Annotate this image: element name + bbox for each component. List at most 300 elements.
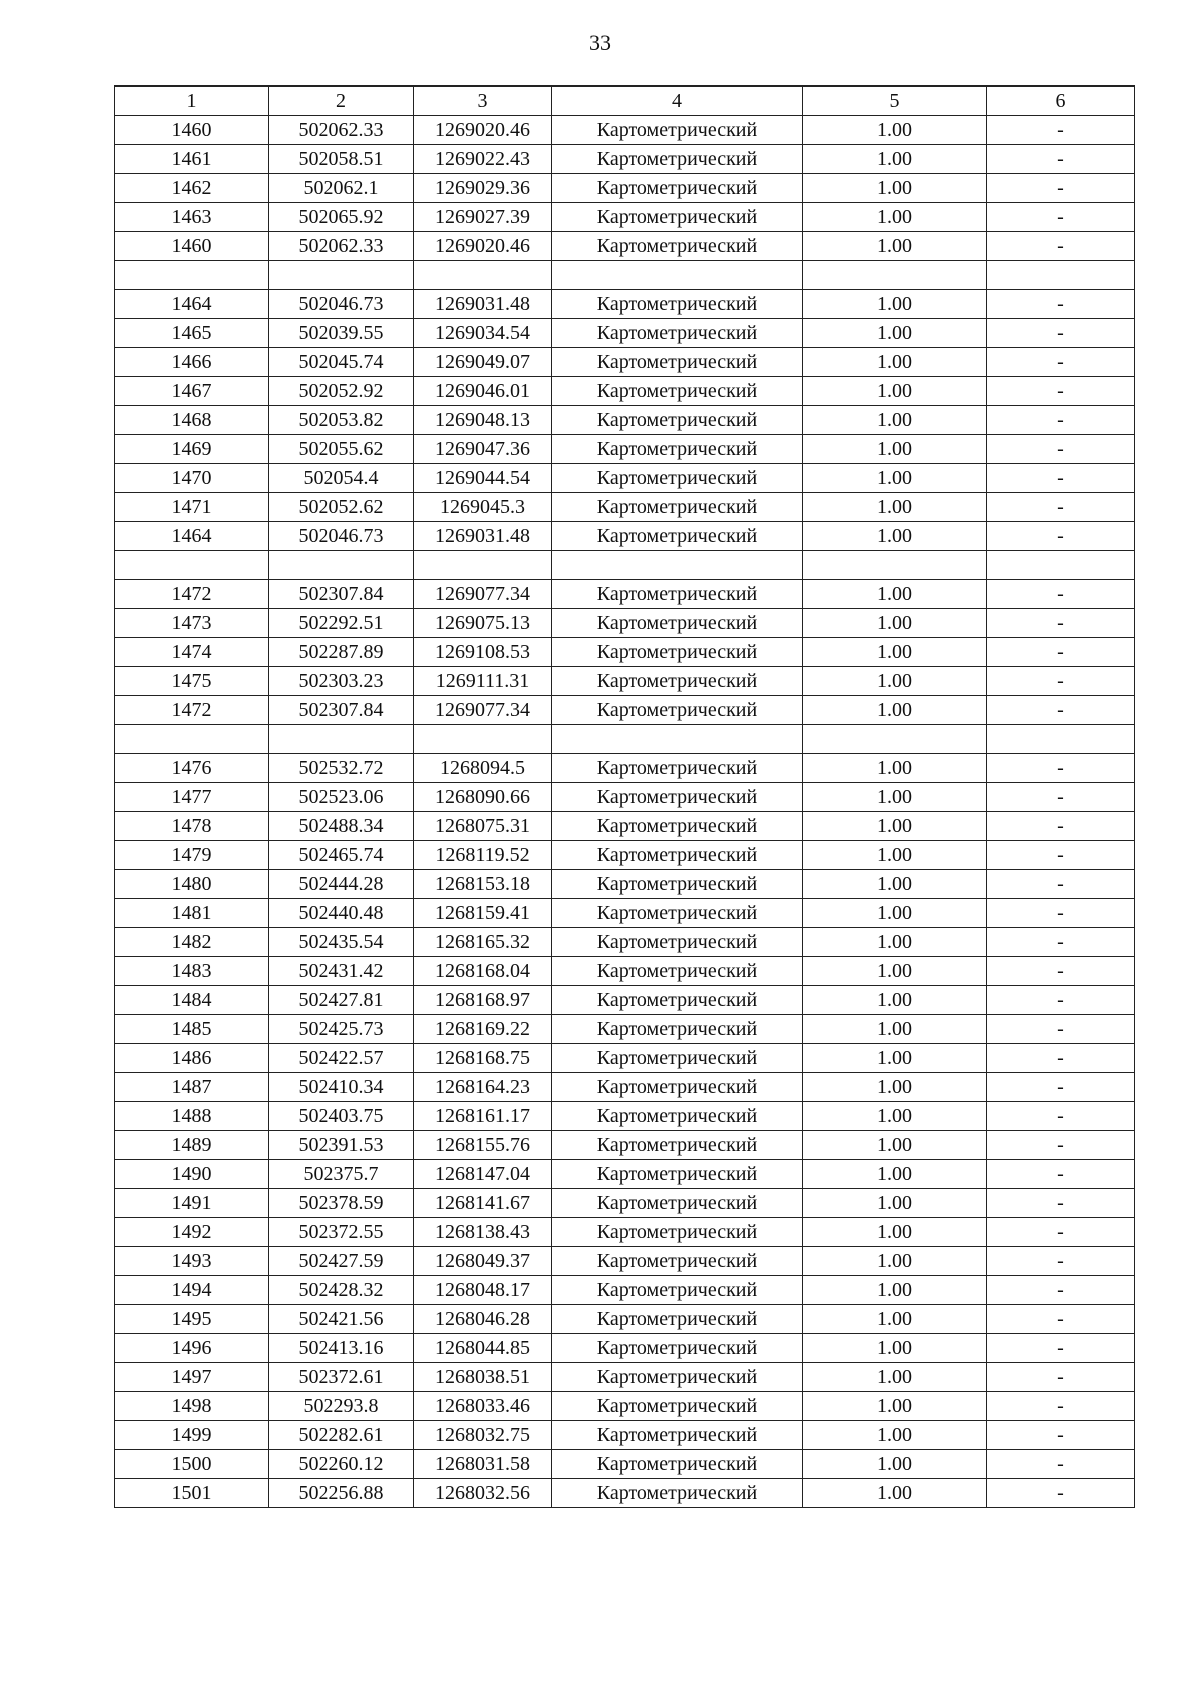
point-number-cell: 1479 bbox=[115, 841, 269, 870]
point-number-cell: 1469 bbox=[115, 435, 269, 464]
accuracy-cell: 1.00 bbox=[803, 493, 987, 522]
note-cell: - bbox=[987, 899, 1135, 928]
method-cell: Картометрический bbox=[552, 1247, 803, 1276]
point-number-cell: 1462 bbox=[115, 174, 269, 203]
point-number-cell: 1485 bbox=[115, 1015, 269, 1044]
note-cell: - bbox=[987, 319, 1135, 348]
x-coordinate-cell: 502065.92 bbox=[269, 203, 414, 232]
accuracy-cell: 1.00 bbox=[803, 522, 987, 551]
method-cell: Картометрический bbox=[552, 638, 803, 667]
note-cell: - bbox=[987, 841, 1135, 870]
y-coordinate-cell: 1269022.43 bbox=[414, 145, 552, 174]
table-row bbox=[115, 145, 1135, 174]
y-coordinate-cell: 1268075.31 bbox=[414, 812, 552, 841]
table-row bbox=[115, 928, 1135, 957]
accuracy-cell: 1.00 bbox=[803, 1334, 987, 1363]
x-coordinate-cell: 502058.51 bbox=[269, 145, 414, 174]
x-coordinate-cell: 502391.53 bbox=[269, 1131, 414, 1160]
x-coordinate-cell: 502428.32 bbox=[269, 1276, 414, 1305]
table-row bbox=[115, 1102, 1135, 1131]
x-coordinate-cell bbox=[269, 725, 414, 754]
note-cell: - bbox=[987, 870, 1135, 899]
note-cell: - bbox=[987, 348, 1135, 377]
note-cell: - bbox=[987, 1160, 1135, 1189]
note-cell: - bbox=[987, 1334, 1135, 1363]
accuracy-cell: 1.00 bbox=[803, 1131, 987, 1160]
x-coordinate-cell: 502062.33 bbox=[269, 232, 414, 261]
x-coordinate-cell: 502293.8 bbox=[269, 1392, 414, 1421]
note-cell: - bbox=[987, 1015, 1135, 1044]
note-cell: - bbox=[987, 522, 1135, 551]
y-coordinate-cell: 1268168.97 bbox=[414, 986, 552, 1015]
accuracy-cell: 1.00 bbox=[803, 1392, 987, 1421]
header-col-1: 1 bbox=[115, 86, 269, 116]
coordinates-table bbox=[114, 85, 1135, 1508]
table-body bbox=[115, 116, 1135, 1508]
x-coordinate-cell: 502421.56 bbox=[269, 1305, 414, 1334]
y-coordinate-cell: 1269031.48 bbox=[414, 522, 552, 551]
point-number-cell: 1497 bbox=[115, 1363, 269, 1392]
method-cell: Картометрический bbox=[552, 754, 803, 783]
accuracy-cell: 1.00 bbox=[803, 870, 987, 899]
accuracy-cell: 1.00 bbox=[803, 435, 987, 464]
method-cell: Картометрический bbox=[552, 696, 803, 725]
method-cell: Картометрический bbox=[552, 1015, 803, 1044]
method-cell: Картометрический bbox=[552, 1073, 803, 1102]
table-row bbox=[115, 522, 1135, 551]
table-row bbox=[115, 1305, 1135, 1334]
note-cell: - bbox=[987, 406, 1135, 435]
y-coordinate-cell: 1269034.54 bbox=[414, 319, 552, 348]
x-coordinate-cell: 502256.88 bbox=[269, 1479, 414, 1508]
accuracy-cell: 1.00 bbox=[803, 1189, 987, 1218]
table-row bbox=[115, 1015, 1135, 1044]
table-row bbox=[115, 319, 1135, 348]
note-cell: - bbox=[987, 1276, 1135, 1305]
note-cell: - bbox=[987, 783, 1135, 812]
y-coordinate-cell: 1269047.36 bbox=[414, 435, 552, 464]
accuracy-cell: 1.00 bbox=[803, 174, 987, 203]
point-number-cell: 1500 bbox=[115, 1450, 269, 1479]
header-row bbox=[115, 86, 1135, 116]
y-coordinate-cell: 1268155.76 bbox=[414, 1131, 552, 1160]
method-cell: Картометрический bbox=[552, 1218, 803, 1247]
accuracy-cell: 1.00 bbox=[803, 1479, 987, 1508]
point-number-cell: 1478 bbox=[115, 812, 269, 841]
table-row bbox=[115, 696, 1135, 725]
x-coordinate-cell: 502053.82 bbox=[269, 406, 414, 435]
point-number-cell: 1477 bbox=[115, 783, 269, 812]
method-cell: Картометрический bbox=[552, 493, 803, 522]
x-coordinate-cell: 502282.61 bbox=[269, 1421, 414, 1450]
point-number-cell: 1472 bbox=[115, 696, 269, 725]
x-coordinate-cell: 502488.34 bbox=[269, 812, 414, 841]
x-coordinate-cell: 502410.34 bbox=[269, 1073, 414, 1102]
header-col-2: 2 bbox=[269, 86, 414, 116]
y-coordinate-cell: 1268141.67 bbox=[414, 1189, 552, 1218]
y-coordinate-cell: 1269046.01 bbox=[414, 377, 552, 406]
point-number-cell: 1466 bbox=[115, 348, 269, 377]
table-row-separator bbox=[115, 551, 1135, 580]
point-number-cell: 1473 bbox=[115, 609, 269, 638]
point-number-cell: 1481 bbox=[115, 899, 269, 928]
accuracy-cell: 1.00 bbox=[803, 1044, 987, 1073]
point-number-cell: 1464 bbox=[115, 290, 269, 319]
x-coordinate-cell: 502045.74 bbox=[269, 348, 414, 377]
table-row bbox=[115, 1218, 1135, 1247]
y-coordinate-cell: 1269020.46 bbox=[414, 232, 552, 261]
x-coordinate-cell: 502378.59 bbox=[269, 1189, 414, 1218]
point-number-cell: 1467 bbox=[115, 377, 269, 406]
point-number-cell: 1488 bbox=[115, 1102, 269, 1131]
point-number-cell: 1499 bbox=[115, 1421, 269, 1450]
method-cell: Картометрический bbox=[552, 812, 803, 841]
x-coordinate-cell: 502427.81 bbox=[269, 986, 414, 1015]
table-row bbox=[115, 116, 1135, 145]
y-coordinate-cell: 1269108.53 bbox=[414, 638, 552, 667]
note-cell: - bbox=[987, 667, 1135, 696]
note-cell: - bbox=[987, 145, 1135, 174]
x-coordinate-cell: 502307.84 bbox=[269, 580, 414, 609]
point-number-cell: 1487 bbox=[115, 1073, 269, 1102]
table-row-separator bbox=[115, 261, 1135, 290]
method-cell: Картометрический bbox=[552, 1131, 803, 1160]
table-row bbox=[115, 1044, 1135, 1073]
table-row bbox=[115, 638, 1135, 667]
x-coordinate-cell: 502052.62 bbox=[269, 493, 414, 522]
table-row bbox=[115, 986, 1135, 1015]
table-row bbox=[115, 1479, 1135, 1508]
method-cell: Картометрический bbox=[552, 1363, 803, 1392]
method-cell: Картометрический bbox=[552, 464, 803, 493]
y-coordinate-cell: 1269077.34 bbox=[414, 696, 552, 725]
point-number-cell: 1493 bbox=[115, 1247, 269, 1276]
note-cell: - bbox=[987, 957, 1135, 986]
accuracy-cell: 1.00 bbox=[803, 319, 987, 348]
note-cell: - bbox=[987, 1102, 1135, 1131]
y-coordinate-cell: 1268168.75 bbox=[414, 1044, 552, 1073]
note-cell bbox=[987, 725, 1135, 754]
method-cell: Картометрический bbox=[552, 435, 803, 464]
y-coordinate-cell: 1268153.18 bbox=[414, 870, 552, 899]
point-number-cell: 1471 bbox=[115, 493, 269, 522]
x-coordinate-cell: 502422.57 bbox=[269, 1044, 414, 1073]
point-number-cell: 1483 bbox=[115, 957, 269, 986]
y-coordinate-cell: 1269044.54 bbox=[414, 464, 552, 493]
method-cell: Картометрический bbox=[552, 348, 803, 377]
table-row bbox=[115, 1073, 1135, 1102]
note-cell: - bbox=[987, 493, 1135, 522]
x-coordinate-cell: 502303.23 bbox=[269, 667, 414, 696]
point-number-cell: 1492 bbox=[115, 1218, 269, 1247]
table-row bbox=[115, 1131, 1135, 1160]
x-coordinate-cell: 502062.33 bbox=[269, 116, 414, 145]
page-number: 33 bbox=[589, 30, 611, 55]
method-cell: Картометрический bbox=[552, 145, 803, 174]
x-coordinate-cell: 502307.84 bbox=[269, 696, 414, 725]
y-coordinate-cell: 1269111.31 bbox=[414, 667, 552, 696]
accuracy-cell: 1.00 bbox=[803, 928, 987, 957]
point-number-cell: 1472 bbox=[115, 580, 269, 609]
point-number-cell: 1484 bbox=[115, 986, 269, 1015]
method-cell: Картометрический bbox=[552, 609, 803, 638]
accuracy-cell: 1.00 bbox=[803, 812, 987, 841]
method-cell: Картометрический bbox=[552, 1450, 803, 1479]
table-row bbox=[115, 464, 1135, 493]
y-coordinate-cell: 1269029.36 bbox=[414, 174, 552, 203]
table-row bbox=[115, 609, 1135, 638]
table-row bbox=[115, 1363, 1135, 1392]
y-coordinate-cell: 1269048.13 bbox=[414, 406, 552, 435]
accuracy-cell: 1.00 bbox=[803, 580, 987, 609]
accuracy-cell: 1.00 bbox=[803, 1421, 987, 1450]
method-cell: Картометрический bbox=[552, 1102, 803, 1131]
note-cell: - bbox=[987, 116, 1135, 145]
x-coordinate-cell: 502435.54 bbox=[269, 928, 414, 957]
y-coordinate-cell: 1268038.51 bbox=[414, 1363, 552, 1392]
point-number-cell: 1491 bbox=[115, 1189, 269, 1218]
x-coordinate-cell: 502413.16 bbox=[269, 1334, 414, 1363]
accuracy-cell: 1.00 bbox=[803, 406, 987, 435]
table-row bbox=[115, 203, 1135, 232]
point-number-cell bbox=[115, 551, 269, 580]
x-coordinate-cell: 502052.92 bbox=[269, 377, 414, 406]
x-coordinate-cell: 502062.1 bbox=[269, 174, 414, 203]
method-cell: Картометрический bbox=[552, 986, 803, 1015]
table-header bbox=[115, 86, 1135, 116]
method-cell: Картометрический bbox=[552, 783, 803, 812]
point-number-cell: 1498 bbox=[115, 1392, 269, 1421]
method-cell: Картометрический bbox=[552, 1160, 803, 1189]
accuracy-cell: 1.00 bbox=[803, 290, 987, 319]
method-cell: Картометрический bbox=[552, 116, 803, 145]
y-coordinate-cell: 1269077.34 bbox=[414, 580, 552, 609]
header-col-5: 5 bbox=[803, 86, 987, 116]
method-cell: Картометрический bbox=[552, 203, 803, 232]
point-number-cell: 1474 bbox=[115, 638, 269, 667]
accuracy-cell bbox=[803, 725, 987, 754]
method-cell: Картометрический bbox=[552, 841, 803, 870]
table-row bbox=[115, 870, 1135, 899]
note-cell: - bbox=[987, 1392, 1135, 1421]
accuracy-cell: 1.00 bbox=[803, 1450, 987, 1479]
x-coordinate-cell: 502055.62 bbox=[269, 435, 414, 464]
point-number-cell: 1465 bbox=[115, 319, 269, 348]
x-coordinate-cell: 502039.55 bbox=[269, 319, 414, 348]
table-row bbox=[115, 957, 1135, 986]
method-cell: Картометрический bbox=[552, 1305, 803, 1334]
accuracy-cell bbox=[803, 261, 987, 290]
table-row bbox=[115, 174, 1135, 203]
accuracy-cell: 1.00 bbox=[803, 232, 987, 261]
method-cell: Картометрический bbox=[552, 870, 803, 899]
table-row bbox=[115, 667, 1135, 696]
table-row bbox=[115, 290, 1135, 319]
point-number-cell: 1482 bbox=[115, 928, 269, 957]
note-cell: - bbox=[987, 1073, 1135, 1102]
note-cell: - bbox=[987, 377, 1135, 406]
x-coordinate-cell bbox=[269, 551, 414, 580]
y-coordinate-cell: 1269075.13 bbox=[414, 609, 552, 638]
table-row bbox=[115, 1160, 1135, 1189]
table-row bbox=[115, 1450, 1135, 1479]
accuracy-cell: 1.00 bbox=[803, 1218, 987, 1247]
x-coordinate-cell: 502444.28 bbox=[269, 870, 414, 899]
x-coordinate-cell: 502465.74 bbox=[269, 841, 414, 870]
note-cell: - bbox=[987, 1479, 1135, 1508]
accuracy-cell: 1.00 bbox=[803, 1160, 987, 1189]
method-cell: Картометрический bbox=[552, 522, 803, 551]
table-row bbox=[115, 812, 1135, 841]
y-coordinate-cell: 1268161.17 bbox=[414, 1102, 552, 1131]
accuracy-cell: 1.00 bbox=[803, 986, 987, 1015]
note-cell: - bbox=[987, 435, 1135, 464]
note-cell: - bbox=[987, 203, 1135, 232]
method-cell: Картометрический bbox=[552, 319, 803, 348]
table-row bbox=[115, 1392, 1135, 1421]
accuracy-cell: 1.00 bbox=[803, 116, 987, 145]
accuracy-cell: 1.00 bbox=[803, 1276, 987, 1305]
y-coordinate-cell: 1268032.75 bbox=[414, 1421, 552, 1450]
table-row bbox=[115, 348, 1135, 377]
y-coordinate-cell: 1268032.56 bbox=[414, 1479, 552, 1508]
y-coordinate-cell: 1269045.3 bbox=[414, 493, 552, 522]
point-number-cell: 1480 bbox=[115, 870, 269, 899]
point-number-cell bbox=[115, 261, 269, 290]
table-row bbox=[115, 841, 1135, 870]
x-coordinate-cell: 502403.75 bbox=[269, 1102, 414, 1131]
accuracy-cell: 1.00 bbox=[803, 783, 987, 812]
y-coordinate-cell: 1268031.58 bbox=[414, 1450, 552, 1479]
method-cell bbox=[552, 725, 803, 754]
method-cell: Картометрический bbox=[552, 232, 803, 261]
x-coordinate-cell: 502532.72 bbox=[269, 754, 414, 783]
accuracy-cell: 1.00 bbox=[803, 464, 987, 493]
method-cell: Картометрический bbox=[552, 290, 803, 319]
y-coordinate-cell: 1268044.85 bbox=[414, 1334, 552, 1363]
table-row bbox=[115, 406, 1135, 435]
note-cell: - bbox=[987, 609, 1135, 638]
method-cell: Картометрический bbox=[552, 1334, 803, 1363]
note-cell: - bbox=[987, 1450, 1135, 1479]
method-cell: Картометрический bbox=[552, 406, 803, 435]
method-cell: Картометрический bbox=[552, 957, 803, 986]
accuracy-cell: 1.00 bbox=[803, 696, 987, 725]
x-coordinate-cell bbox=[269, 261, 414, 290]
y-coordinate-cell: 1268169.22 bbox=[414, 1015, 552, 1044]
note-cell: - bbox=[987, 580, 1135, 609]
y-coordinate-cell: 1269027.39 bbox=[414, 203, 552, 232]
method-cell: Картометрический bbox=[552, 1189, 803, 1218]
note-cell: - bbox=[987, 464, 1135, 493]
accuracy-cell: 1.00 bbox=[803, 203, 987, 232]
x-coordinate-cell: 502427.59 bbox=[269, 1247, 414, 1276]
accuracy-cell: 1.00 bbox=[803, 754, 987, 783]
table-row bbox=[115, 783, 1135, 812]
y-coordinate-cell bbox=[414, 725, 552, 754]
note-cell: - bbox=[987, 1305, 1135, 1334]
point-number-cell: 1490 bbox=[115, 1160, 269, 1189]
note-cell: - bbox=[987, 232, 1135, 261]
x-coordinate-cell: 502375.7 bbox=[269, 1160, 414, 1189]
accuracy-cell: 1.00 bbox=[803, 1102, 987, 1131]
note-cell: - bbox=[987, 696, 1135, 725]
accuracy-cell: 1.00 bbox=[803, 609, 987, 638]
accuracy-cell: 1.00 bbox=[803, 348, 987, 377]
y-coordinate-cell: 1268090.66 bbox=[414, 783, 552, 812]
point-number-cell: 1463 bbox=[115, 203, 269, 232]
note-cell bbox=[987, 261, 1135, 290]
point-number-cell: 1489 bbox=[115, 1131, 269, 1160]
accuracy-cell: 1.00 bbox=[803, 1305, 987, 1334]
method-cell: Картометрический bbox=[552, 1479, 803, 1508]
point-number-cell: 1470 bbox=[115, 464, 269, 493]
header-col-6: 6 bbox=[987, 86, 1135, 116]
accuracy-cell bbox=[803, 551, 987, 580]
header-col-3: 3 bbox=[414, 86, 552, 116]
x-coordinate-cell: 502523.06 bbox=[269, 783, 414, 812]
point-number-cell: 1461 bbox=[115, 145, 269, 174]
method-cell: Картометрический bbox=[552, 580, 803, 609]
method-cell: Картометрический bbox=[552, 1392, 803, 1421]
point-number-cell: 1486 bbox=[115, 1044, 269, 1073]
note-cell: - bbox=[987, 1247, 1135, 1276]
note-cell: - bbox=[987, 1131, 1135, 1160]
y-coordinate-cell: 1268159.41 bbox=[414, 899, 552, 928]
y-coordinate-cell: 1268138.43 bbox=[414, 1218, 552, 1247]
accuracy-cell: 1.00 bbox=[803, 841, 987, 870]
x-coordinate-cell: 502372.55 bbox=[269, 1218, 414, 1247]
method-cell: Картометрический bbox=[552, 174, 803, 203]
method-cell: Картометрический bbox=[552, 667, 803, 696]
note-cell: - bbox=[987, 174, 1135, 203]
method-cell: Картометрический bbox=[552, 1044, 803, 1073]
note-cell: - bbox=[987, 638, 1135, 667]
method-cell: Картометрический bbox=[552, 1421, 803, 1450]
point-number-cell: 1494 bbox=[115, 1276, 269, 1305]
accuracy-cell: 1.00 bbox=[803, 1015, 987, 1044]
x-coordinate-cell: 502425.73 bbox=[269, 1015, 414, 1044]
note-cell: - bbox=[987, 928, 1135, 957]
note-cell: - bbox=[987, 1189, 1135, 1218]
table-row bbox=[115, 580, 1135, 609]
note-cell: - bbox=[987, 1218, 1135, 1247]
accuracy-cell: 1.00 bbox=[803, 638, 987, 667]
note-cell: - bbox=[987, 1363, 1135, 1392]
header-col-4: 4 bbox=[552, 86, 803, 116]
table-row bbox=[115, 232, 1135, 261]
point-number-cell: 1496 bbox=[115, 1334, 269, 1363]
x-coordinate-cell: 502287.89 bbox=[269, 638, 414, 667]
x-coordinate-cell: 502440.48 bbox=[269, 899, 414, 928]
method-cell: Картометрический bbox=[552, 928, 803, 957]
method-cell bbox=[552, 261, 803, 290]
y-coordinate-cell: 1268147.04 bbox=[414, 1160, 552, 1189]
note-cell: - bbox=[987, 290, 1135, 319]
method-cell bbox=[552, 551, 803, 580]
table-row bbox=[115, 377, 1135, 406]
method-cell: Картометрический bbox=[552, 1276, 803, 1305]
table-row bbox=[115, 1276, 1135, 1305]
table-row bbox=[115, 1334, 1135, 1363]
y-coordinate-cell: 1268168.04 bbox=[414, 957, 552, 986]
x-coordinate-cell: 502046.73 bbox=[269, 290, 414, 319]
point-number-cell: 1475 bbox=[115, 667, 269, 696]
y-coordinate-cell: 1268164.23 bbox=[414, 1073, 552, 1102]
y-coordinate-cell: 1269020.46 bbox=[414, 116, 552, 145]
method-cell: Картометрический bbox=[552, 899, 803, 928]
y-coordinate-cell: 1268046.28 bbox=[414, 1305, 552, 1334]
